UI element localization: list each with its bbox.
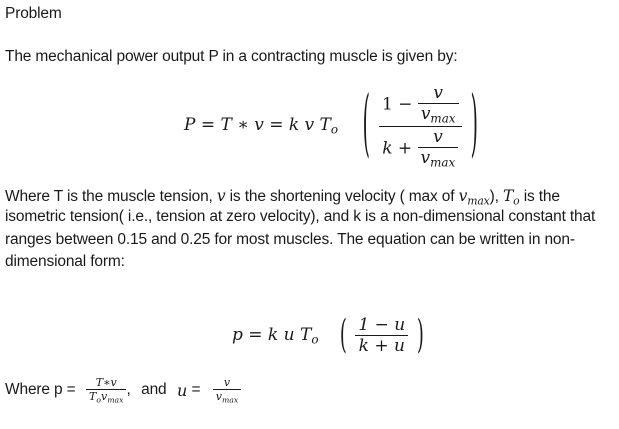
denominator-inner-num: v bbox=[433, 126, 443, 147]
paragraph-line-1-c: ), bbox=[489, 188, 503, 205]
p-definition-numerator: T∗v bbox=[95, 376, 117, 389]
p-den-T: T bbox=[89, 390, 97, 403]
power-equation-lhs bbox=[184, 115, 338, 135]
power-main-fraction bbox=[379, 83, 462, 169]
denominator-k-plus: k + bbox=[382, 137, 413, 158]
problem-heading: Problem bbox=[5, 5, 62, 22]
u-definition-denominator bbox=[213, 390, 241, 404]
u-definition-fraction bbox=[213, 376, 241, 404]
dimensionless-equation-lhs-sub: o bbox=[311, 332, 319, 347]
right-paren-small: ) bbox=[416, 312, 424, 359]
p-definition-fraction bbox=[86, 376, 126, 404]
power-equation bbox=[184, 83, 482, 169]
power-equation-lhs-text: P = T ∗ v = k v T bbox=[184, 115, 331, 136]
paragraph-To-sub: o bbox=[513, 194, 520, 208]
numerator-inner-num: v bbox=[433, 83, 443, 103]
dimensionless-equation-lhs-text: p = k u T bbox=[232, 324, 312, 345]
denominator-inner-fraction bbox=[418, 127, 459, 170]
numerator-inner-den-v: v bbox=[420, 104, 431, 124]
paragraph-To-symbol bbox=[502, 187, 520, 208]
paragraph-line-2: isometric tension( i.e., tension at zero velocity), and k is a non-dimensional constant that bbox=[5, 208, 596, 225]
paragraph-line-1-d: is the bbox=[519, 188, 560, 205]
u-den-v: v bbox=[215, 390, 223, 403]
denominator-inner-den-v: v bbox=[420, 147, 431, 168]
u-symbol: u bbox=[176, 380, 188, 400]
paragraph-line-1-b: is the shortening velocity ( max of bbox=[225, 188, 459, 205]
u-den-sub: max bbox=[222, 395, 239, 405]
definitions-comma: , bbox=[126, 381, 131, 399]
where-p-label: Where p = bbox=[5, 381, 76, 399]
u-definition-numerator: v bbox=[223, 376, 231, 389]
dimensionless-equation-lhs bbox=[232, 325, 319, 345]
dimensionless-fraction bbox=[355, 315, 408, 356]
left-paren: ( bbox=[362, 83, 370, 170]
intro-text: The mechanical power output P in a contracting muscle is given by: bbox=[5, 48, 458, 65]
paragraph-line-3: ranges between 0.15 and 0.25 for most muscles. The equation can be written in non- bbox=[5, 231, 575, 248]
paragraph-vmax-sub: max bbox=[467, 194, 490, 208]
numerator-one-minus: 1 − bbox=[381, 94, 413, 115]
definitions-line bbox=[5, 376, 241, 404]
denominator-inner-den bbox=[418, 148, 459, 170]
dimensionless-numerator: 1 − u bbox=[358, 315, 406, 335]
paragraph-To-T: T bbox=[502, 187, 514, 205]
dimensionless-equation bbox=[232, 312, 426, 359]
power-main-numerator bbox=[379, 83, 462, 126]
paragraph-vmax-v: v bbox=[458, 187, 468, 205]
p-definition-denominator bbox=[86, 390, 126, 404]
paragraph-line-1-a: Where T is the muscle tension, bbox=[5, 188, 217, 205]
p-den-sub-max: max bbox=[107, 395, 124, 405]
and-text: and bbox=[141, 381, 167, 399]
power-main-denominator bbox=[379, 127, 462, 170]
paragraph-v-symbol: v bbox=[216, 187, 226, 205]
power-equation-lhs-sub: o bbox=[330, 122, 339, 137]
paragraph-line-4: dimensional form: bbox=[5, 253, 125, 270]
numerator-inner-fraction bbox=[418, 83, 459, 126]
p-den-v: v bbox=[101, 390, 108, 403]
numerator-inner-den bbox=[418, 104, 459, 126]
p-den-sub-o: o bbox=[96, 395, 102, 405]
u-equals: = bbox=[187, 381, 201, 399]
numerator-inner-den-sub: max bbox=[430, 111, 456, 126]
dimensionless-denominator: k + u bbox=[358, 336, 405, 356]
right-paren: ) bbox=[470, 83, 478, 170]
left-paren-small: ( bbox=[340, 312, 348, 359]
denominator-inner-den-sub: max bbox=[430, 155, 456, 170]
paragraph-vmax-symbol bbox=[458, 187, 490, 208]
